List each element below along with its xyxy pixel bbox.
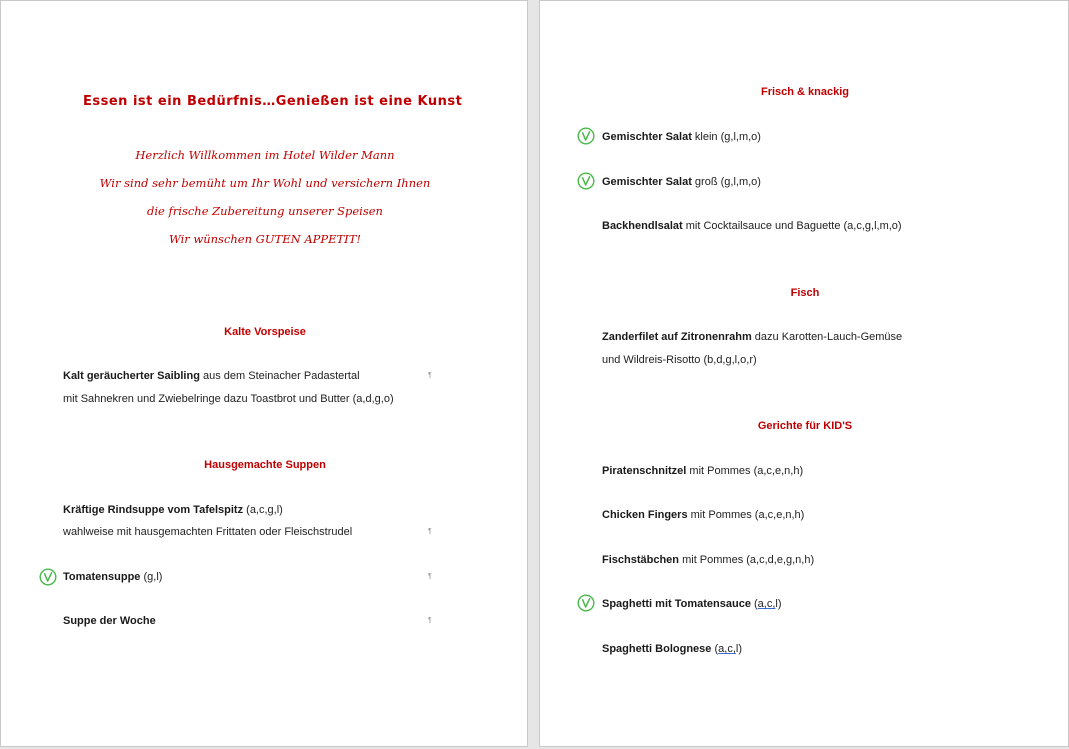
dish-description: mit Sahnekren und Zwiebelringe dazu Toastbrot und Butter (a,d,g,o) <box>63 393 394 405</box>
dish-description-prefix: ( <box>711 643 719 655</box>
menu-item-continued <box>602 354 757 366</box>
menu-item <box>602 176 761 188</box>
menu-item-continued <box>63 526 352 538</box>
vegetarian-icon <box>577 172 595 190</box>
dish-description: (g,l) <box>140 571 163 583</box>
menu-item <box>602 643 742 655</box>
dish-description: groß (g,l,m,o) <box>691 176 761 188</box>
dish-name: Kalt geräucherter Saibling <box>63 370 200 382</box>
dish-name: Kräftige Rindsuppe vom Tafelspitz <box>63 504 244 516</box>
dish-name: Fischstäbchen <box>602 554 680 566</box>
dish-name: Spaghetti Bolognese <box>602 643 712 655</box>
paragraph-mark: ¶ <box>428 528 432 535</box>
menu-headline: Essen ist ein Bedürfnis…Genießen ist eine Kunst <box>83 94 463 109</box>
vegetarian-icon <box>39 568 57 586</box>
menu-item <box>602 465 803 477</box>
section-title-fisch: Fisch <box>790 287 820 299</box>
dish-description: mit Pommes (a,c,e,n,h) <box>686 465 804 477</box>
dish-name: Piratenschnitzel <box>602 465 687 477</box>
menu-item <box>602 331 902 343</box>
menu-item <box>602 598 782 610</box>
dish-description-suffix: l) <box>735 643 742 655</box>
dish-description: (a,c,g,l) <box>243 504 283 516</box>
dish-description-suffix: l) <box>775 598 782 610</box>
menu-page-right <box>539 0 1069 747</box>
menu-item <box>63 370 360 382</box>
dish-name: Gemischter Salat <box>602 176 692 188</box>
dish-description: klein (g,l,m,o) <box>691 131 761 143</box>
menu-item <box>602 220 902 232</box>
welcome-line: Wir sind sehr bemüht um Ihr Wohl und versichern Ihnen <box>99 176 431 190</box>
dish-description: wahlweise mit hausgemachten Frittaten oder Fleischstrudel <box>63 526 353 538</box>
menu-item <box>63 571 162 583</box>
section-title-gerichte-fuer-kids: Gerichte für KID'S <box>757 420 853 432</box>
dish-description: dazu Karotten-Lauch-Gemüse <box>751 331 903 343</box>
allergen-codes-underlined: a,c, <box>757 598 776 610</box>
menu-item <box>602 509 804 521</box>
dish-name: Suppe der Woche <box>63 615 156 627</box>
paragraph-mark: ¶ <box>428 617 432 624</box>
dish-name: Gemischter Salat <box>602 131 692 143</box>
allergen-codes-underlined: a,c, <box>718 643 736 655</box>
dish-name: Spaghetti mit Tomatensauce <box>602 598 751 610</box>
menu-item <box>63 615 156 627</box>
vegetarian-icon <box>577 594 595 612</box>
section-title-frisch-knackig: Frisch & knackig <box>760 86 850 98</box>
dish-name: Zanderfilet auf Zitronenrahm <box>602 331 752 343</box>
vegetarian-icon <box>577 127 595 145</box>
dish-description: mit Cocktailsauce und Baguette (a,c,g,l,m,o) <box>682 220 902 232</box>
welcome-line: Wir wünschen GUTEN APPETIT! <box>168 232 362 246</box>
dish-description: aus dem Steinacher Padastertal <box>199 370 360 382</box>
dish-name: Tomatensuppe <box>63 571 141 583</box>
welcome-line: Herzlich Willkommen im Hotel Wilder Mann <box>135 148 395 162</box>
dish-description: und Wildreis-Risotto (b,d,g,l,o,r) <box>602 354 757 366</box>
dish-name: Backhendlsalat <box>602 220 683 232</box>
dish-description-prefix: ( <box>750 598 758 610</box>
menu-item-continued <box>63 393 394 405</box>
paragraph-mark: ¶ <box>428 372 432 379</box>
menu-item <box>602 131 761 143</box>
menu-item <box>63 504 283 516</box>
menu-item <box>602 554 814 566</box>
dish-description: mit Pommes (a,c,e,n,h) <box>687 509 805 521</box>
section-title-hausgemachte-suppen: Hausgemachte Suppen <box>204 459 326 471</box>
dish-description: mit Pommes (a,c,d,e,g,n,h) <box>679 554 815 566</box>
welcome-line: die frische Zubereitung unserer Speisen <box>147 204 383 218</box>
section-title-kalte-vorspeise: Kalte Vorspeise <box>224 326 306 338</box>
paragraph-mark: ¶ <box>428 573 432 580</box>
dish-name: Chicken Fingers <box>602 509 688 521</box>
menu-page-left <box>0 0 528 747</box>
